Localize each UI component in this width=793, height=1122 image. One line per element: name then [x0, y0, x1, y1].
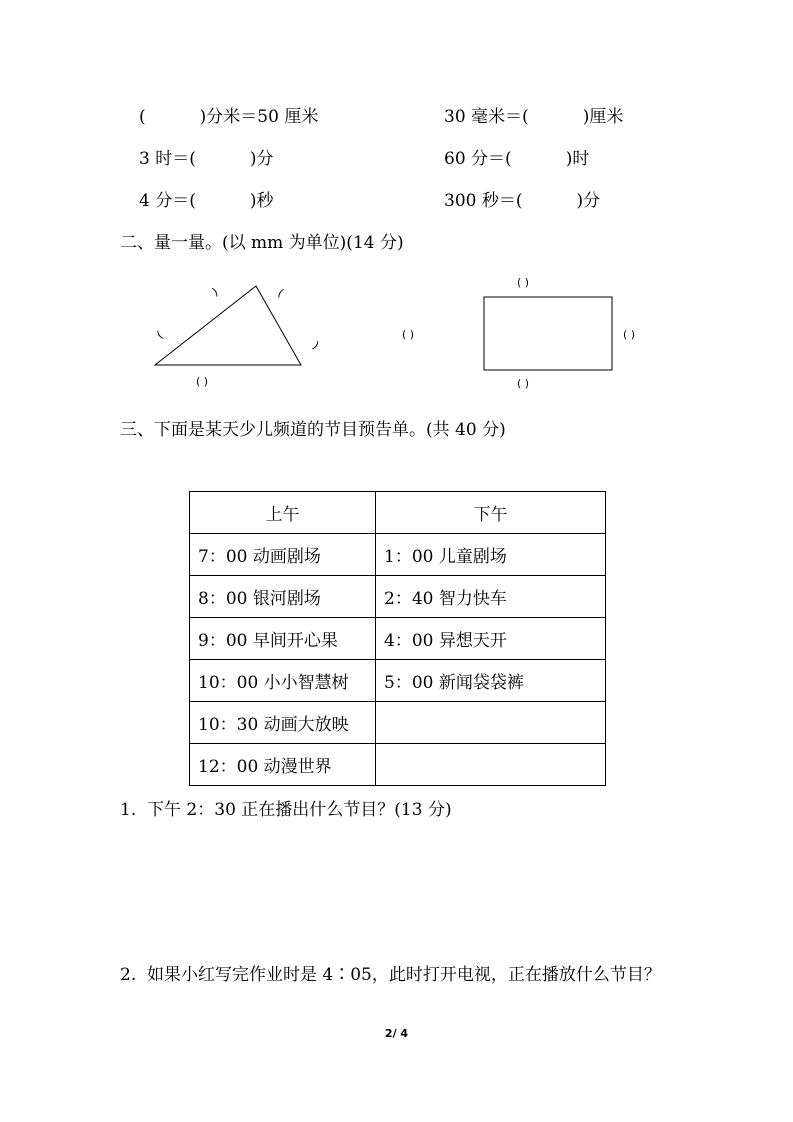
question-1: 1. 下午 2：30 正在播出什么节目？(13 分) [120, 800, 452, 820]
rect-bottom-blank: ( ) [517, 377, 530, 390]
conversion-item: 60 分＝( )时 [444, 149, 590, 169]
table-cell: 12：00 动漫世界 [190, 744, 376, 786]
table-cell: 7：00 动画剧场 [190, 534, 376, 576]
conversion-item: ( )分米＝50 厘米 [139, 107, 319, 127]
measurement-figures [0, 0, 793, 420]
rect-right-blank: ( ) [623, 328, 636, 341]
header-morning: 上午 [190, 492, 376, 534]
page-number: 2/ 4 [384, 1027, 409, 1040]
conversion-item: 4 分＝( )秒 [139, 191, 274, 211]
conversion-item: 300 秒＝( )分 [444, 191, 601, 211]
table-cell: 9：00 早间开心果 [190, 618, 376, 660]
table-cell [376, 702, 606, 744]
table-row [190, 702, 606, 744]
table-cell: 1：00 儿童剧场 [376, 534, 606, 576]
table-row [190, 618, 606, 660]
table-cell: 10：00 小小智慧树 [190, 660, 376, 702]
table-cell: 2：40 智力快车 [376, 576, 606, 618]
triangle-bottom-blank: ( ) [196, 375, 209, 388]
rect-top-blank: ( ) [517, 276, 530, 289]
table-row [190, 660, 606, 702]
section-heading: 二、量一量。(以 mm 为单位)(14 分) [120, 233, 404, 253]
question-2: 2. 如果小红写完作业时是 4∶05，此时打开电视，正在播放什么节目？ [120, 965, 661, 985]
schedule-table [189, 491, 606, 786]
header-afternoon: 下午 [376, 492, 606, 534]
rectangle-shape [484, 297, 612, 370]
table-cell [376, 744, 606, 786]
table-header-row [190, 492, 606, 534]
triangle-left-blank: ( [154, 328, 166, 342]
table-cell: 5：00 新闻袋袋裤 [376, 660, 606, 702]
triangle-top-right-blank: ( [275, 286, 286, 300]
section-heading: 三、下面是某天少儿频道的节目预告单。(共 40 分) [120, 420, 506, 440]
rect-left-blank: ( ) [402, 328, 415, 341]
table-row [190, 534, 606, 576]
table-row [190, 744, 606, 786]
table-row [190, 576, 606, 618]
triangle-top-left-blank: ) [210, 285, 221, 299]
conversion-item: 3 时＝( )分 [139, 149, 274, 169]
conversion-item: 30 毫米＝( )厘米 [444, 107, 624, 127]
triangle-right-blank: ) [310, 338, 322, 352]
table-cell: 10：30 动画大放映 [190, 702, 376, 744]
table-cell: 4：00 异想天开 [376, 618, 606, 660]
table-cell: 8：00 银河剧场 [190, 576, 376, 618]
